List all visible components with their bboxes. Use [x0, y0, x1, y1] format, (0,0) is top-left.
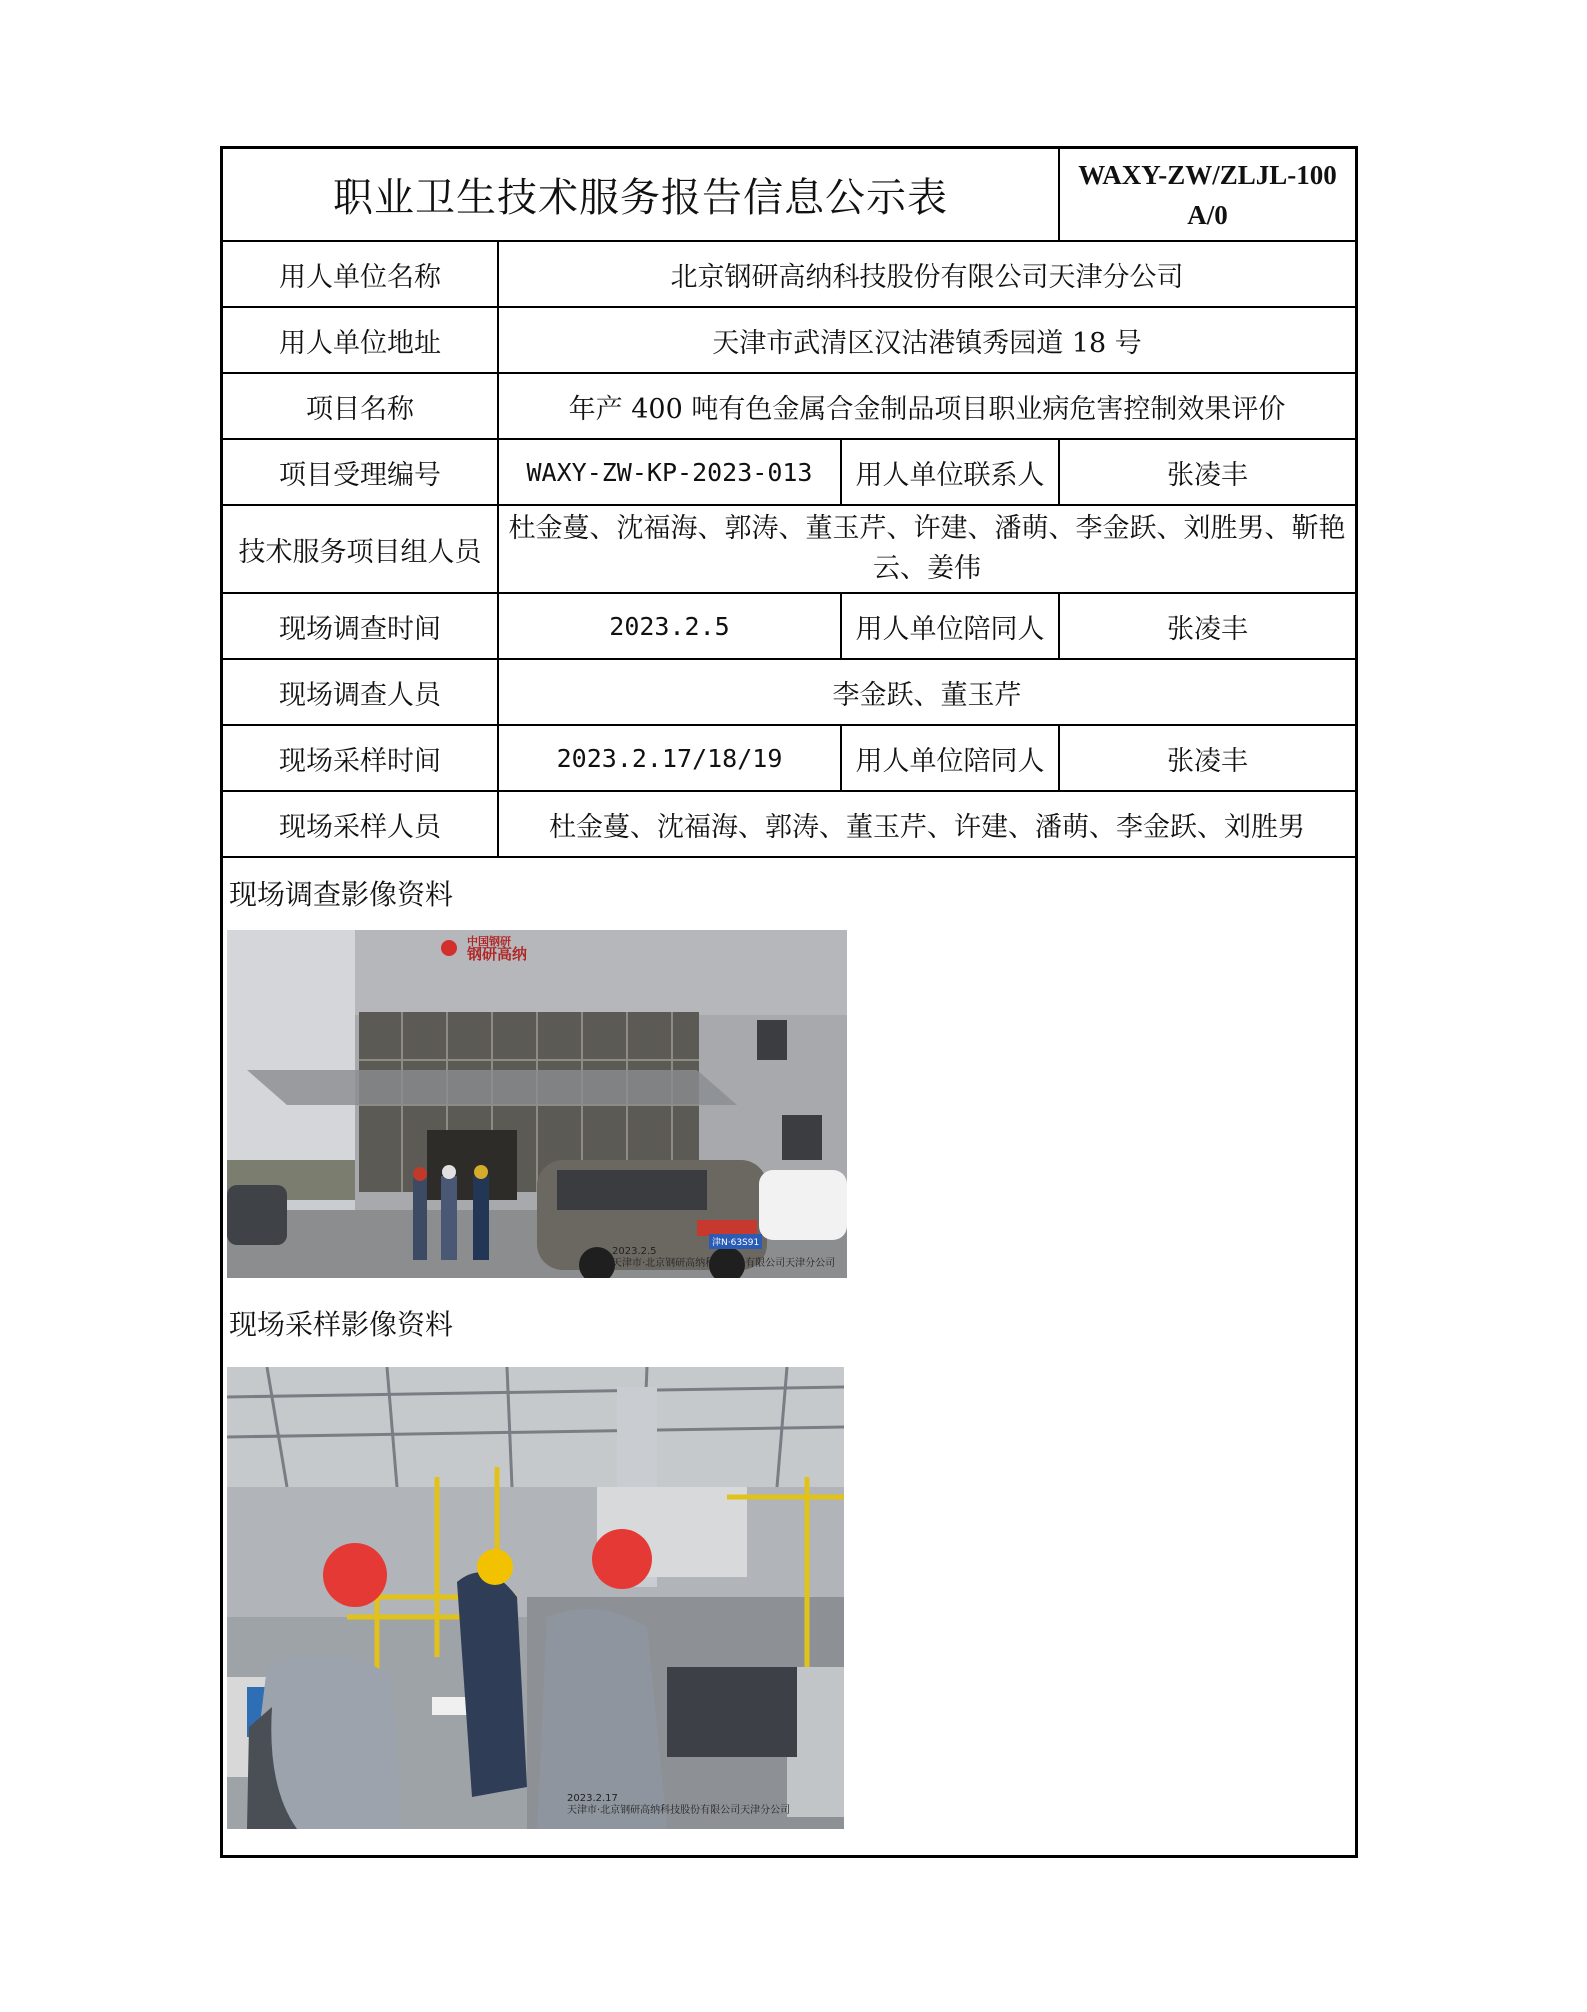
- employer-address-value: 天津市武清区汉沽港镇秀园道 18 号: [498, 307, 1355, 373]
- document-code: [1059, 149, 1355, 241]
- contact-label: 用人单位联系人: [841, 439, 1059, 505]
- team-value: 杜金蔓、沈福海、郭涛、董玉芹、许建、潘萌、李金跃、刘胜男、靳艳云、姜伟: [498, 505, 1355, 593]
- survey-images-label: 现场调查影像资料: [229, 878, 454, 911]
- document-code-line1: WAXY-ZW/ZLJL-100: [1078, 159, 1337, 190]
- logo-line2: 钢研高纳: [467, 945, 528, 963]
- survey-staff-value: 李金跃、董玉芹: [498, 659, 1355, 725]
- photo-stamp-place: 天津市·北京钢研高纳科技股份有限公司天津分公司: [612, 1258, 836, 1269]
- photo-stamp-2: [567, 1793, 790, 1817]
- sampling-companion-value: 张凌丰: [1059, 725, 1355, 791]
- project-name-value: 年产 400 吨有色金属合金制品项目职业病危害控制效果评价: [498, 373, 1355, 439]
- project-name-label: 项目名称: [223, 373, 498, 439]
- company-logo: [467, 935, 528, 963]
- sampling-images-label: 现场采样影像资料: [229, 1308, 454, 1341]
- survey-photo: [227, 930, 847, 1278]
- photo-stamp-2-place: 天津市·北京钢研高纳科技股份有限公司天津分公司: [567, 1805, 791, 1816]
- document-code-line2: A/0: [1187, 199, 1228, 230]
- sampling-staff-value: 杜金蔓、沈福海、郭涛、董玉芹、许建、潘萌、李金跃、刘胜男: [498, 791, 1355, 857]
- employer-name-label: 用人单位名称: [223, 241, 498, 307]
- sampling-time-value: 2023.2.17/18/19: [498, 725, 841, 791]
- survey-companion-label: 用人单位陪同人: [841, 593, 1059, 659]
- page-title: 职业卫生技术服务报告信息公示表: [223, 149, 1059, 241]
- photo-stamp-2-date: 2023.2.17: [567, 1793, 618, 1804]
- license-plate: 津N·63S91: [709, 1234, 762, 1249]
- photo-stamp: [612, 1246, 835, 1270]
- survey-companion-value: 张凌丰: [1059, 593, 1355, 659]
- sampling-companion-label: 用人单位陪同人: [841, 725, 1059, 791]
- survey-time-label: 现场调查时间: [223, 593, 498, 659]
- info-table: [223, 149, 1355, 858]
- project-number-value: WAXY-ZW-KP-2023-013: [498, 439, 841, 505]
- contact-value: 张凌丰: [1059, 439, 1355, 505]
- sampling-photo: [227, 1367, 844, 1829]
- project-number-label: 项目受理编号: [223, 439, 498, 505]
- team-label: 技术服务项目组人员: [223, 505, 498, 593]
- sampling-time-label: 现场采样时间: [223, 725, 498, 791]
- survey-staff-label: 现场调查人员: [223, 659, 498, 725]
- employer-name-value: 北京钢研高纳科技股份有限公司天津分公司: [498, 241, 1355, 307]
- logo-line1: 中国钢研: [467, 935, 511, 948]
- employer-address-label: 用人单位地址: [223, 307, 498, 373]
- photo-stamp-date: 2023.2.5: [612, 1246, 657, 1257]
- form-frame: [220, 146, 1358, 1858]
- survey-time-value: 2023.2.5: [498, 593, 841, 659]
- sampling-staff-label: 现场采样人员: [223, 791, 498, 857]
